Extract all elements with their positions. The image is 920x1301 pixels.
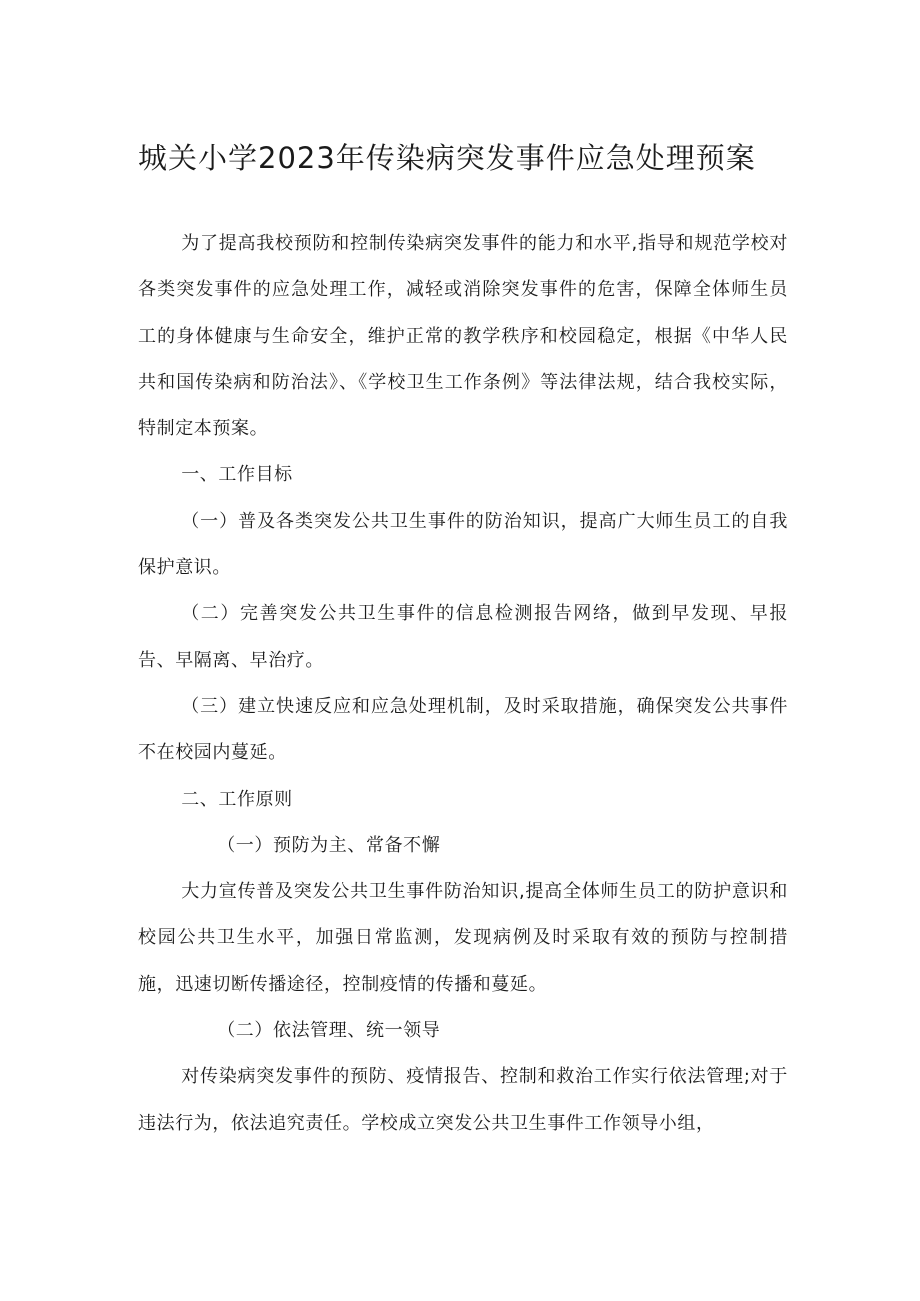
principle-heading-2: （二）依法管理、统一领导 — [217, 1020, 441, 1042]
goal-item-1: （一）普及各类突发公共卫生事件的防治知识，提高广大师生员工的自我保护意识。 — [138, 510, 788, 579]
section-heading-goals: 一、工作目标 — [181, 464, 293, 486]
principle-paragraph-2: 对传染病突发事件的预防、疫情报告、控制和救治工作实行依法管理;对于违法行为，依法追究责任。学校成立突发公共卫生事件工作领导小组， — [138, 1066, 788, 1134]
intro-paragraph: 为了提高我校预防和控制传染病突发事件的能力和水平,指导和规范学校对各类突发事件的应急处理工作，减轻或消除突发事件的危害，保障全体师生员工的身体健康与生命安全，维护正常的教学秩序和校园稳定，根据《中华人民共和国传染病和防治法》、《学校卫生工作条例》等法律法规，结合我校实际，特制定本预案。 — [138, 233, 788, 440]
section-heading-principles: 二、工作原则 — [181, 788, 293, 810]
document-body — [138, 221, 788, 1147]
document-title: 城关小学2023年传染病突发事件应急处理预案 — [138, 141, 756, 175]
principle-heading-1: （一）预防为主、常备不懈 — [217, 834, 441, 856]
principle-paragraph-1: 大力宣传普及突发公共卫生事件防治知识,提高全体师生员工的防护意识和校园公共卫生水平，加强日常监测，发现病例及时采取有效的预防与控制措施，迅速切断传播途径，控制疫情的传播和蔓延。 — [138, 881, 788, 995]
goal-item-3: （三）建立快速反应和应急处理机制，及时采取措施，确保突发公共事件不在校园内蔓延。 — [138, 695, 788, 764]
goal-item-2: （二）完善突发公共卫生事件的信息检测报告网络，做到早发现、早报告、早隔离、早治疗。 — [138, 603, 788, 671]
